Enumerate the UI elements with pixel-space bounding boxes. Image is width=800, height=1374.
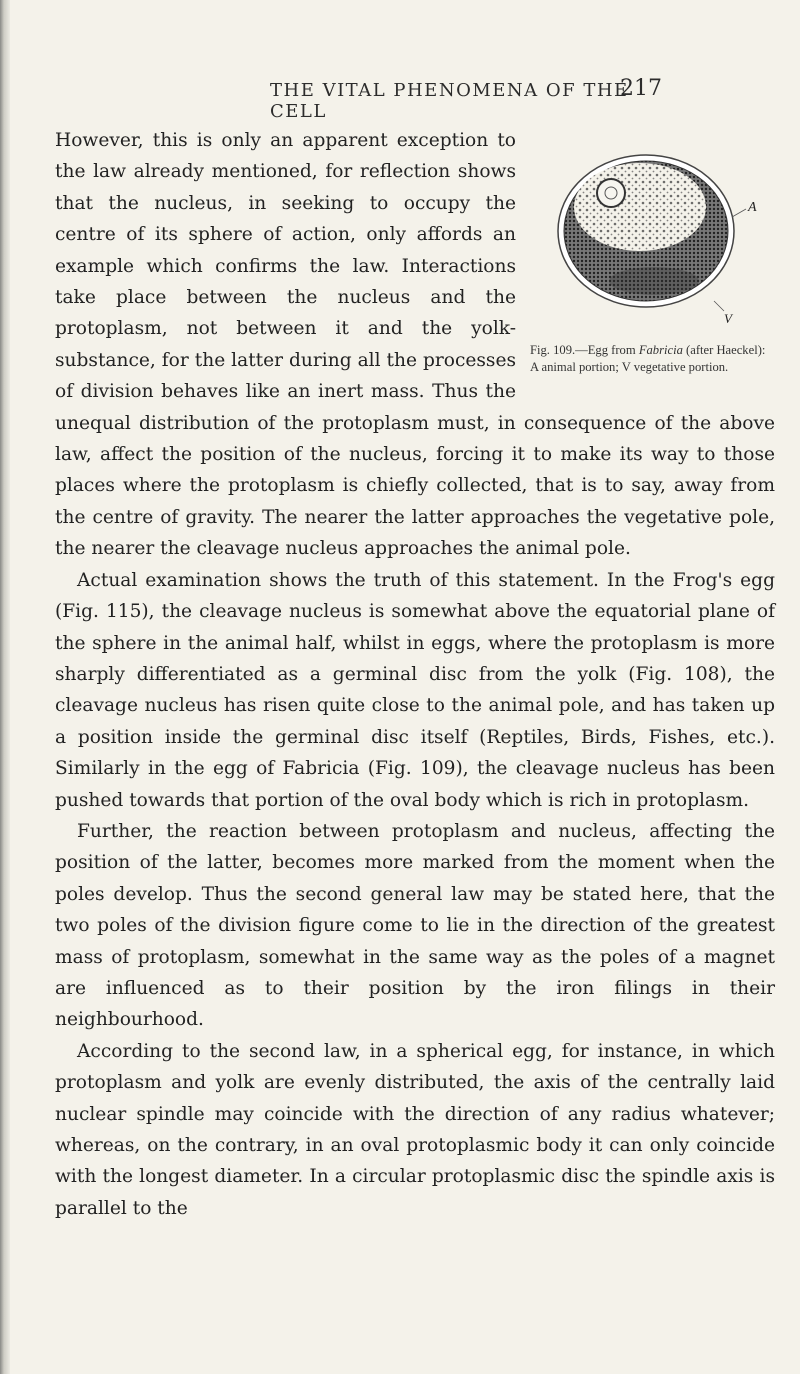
caption-dash: —Egg from — [575, 343, 639, 357]
figure-label-a: A — [748, 200, 757, 215]
cleavage-nucleus — [597, 179, 625, 207]
caption-genus: Fabricia — [638, 343, 683, 357]
paragraph-3: Further, the reaction between protoplasm and nucleus, affecting the position of the latter, becomes more marked from the moment when the poles develop. Thus the second general law may be stated here, that the two poles of the division figure come to lie in the direction of the greatest mass of protoplasm, somewhat in the same way as the poles of a magnet are influenced as to their position by the iron filings in their neighbourhood. — [55, 820, 775, 1031]
page-number: 217 — [620, 76, 662, 101]
vegetative-portion — [609, 267, 699, 295]
running-head: THE VITAL PHENOMENA OF THE CELL — [270, 80, 629, 122]
paragraph-1: However, this is only an apparent exception to the law already mentioned, for reflection shows that the nucleus, in seeking to occupy the centre of its sphere of action, only affords an example which confirms the law. Interactions take place between the nucleus and the protoplasm, not between it and the yolk-substance, for the latter during all the processes of division behaves like an inert mass. Thus the unequal distribution of the protoplasm must, in consequence of the above law, affect the position of the nucleus, forcing it to make its way to those places where the protoplasm is chiefly collected, that is to say, away from the centre of gravity. The nearer the latter approaches the vegetative pole, the nearer the cleavage nucleus approaches the animal pole. — [55, 130, 775, 560]
figure-caption — [530, 342, 775, 376]
figure-label-v: V — [724, 311, 732, 326]
fabricia-egg-illustration — [536, 131, 776, 336]
paragraph-4: According to the second law, in a spherical egg, for instance, in which protoplasm and yolk are evenly distributed, the axis of the centrally laid nuclear spindle may coincide with the direction of any radius whatever; whereas, on the contrary, in an oval protoplasmic body it can only coincide with the longest diameter. In a circular protoplasmic disc the spindle axis is parallel to the — [55, 1040, 775, 1219]
paragraph-2: Actual examination shows the truth of this statement. In the Frog's egg (Fig. 115), the cleavage nucleus is somewhat above the equatorial plane of the sphere in the animal half, whilst in eggs, where the protoplasm is more sharply differentiated as a germinal disc from the yolk (Fig. 108), the cleavage nucleus has risen quite close to the animal pole, and has taken up a position inside the germinal disc itself (Reptiles, Birds, Fishes, etc.). Similarly in the egg of Fabricia (Fig. 109), the cleavage nucleus has been pushed towards that portion of the oval body which is rich in protoplasm. — [55, 569, 775, 811]
figure-109 — [530, 131, 775, 376]
caption-number: Fig. 109. — [530, 343, 576, 357]
caption-text: (after Haeckel): A animal portion; V vegetative portion. — [530, 343, 766, 374]
page-body — [55, 125, 775, 1224]
book-gutter-shadow — [0, 0, 10, 1374]
